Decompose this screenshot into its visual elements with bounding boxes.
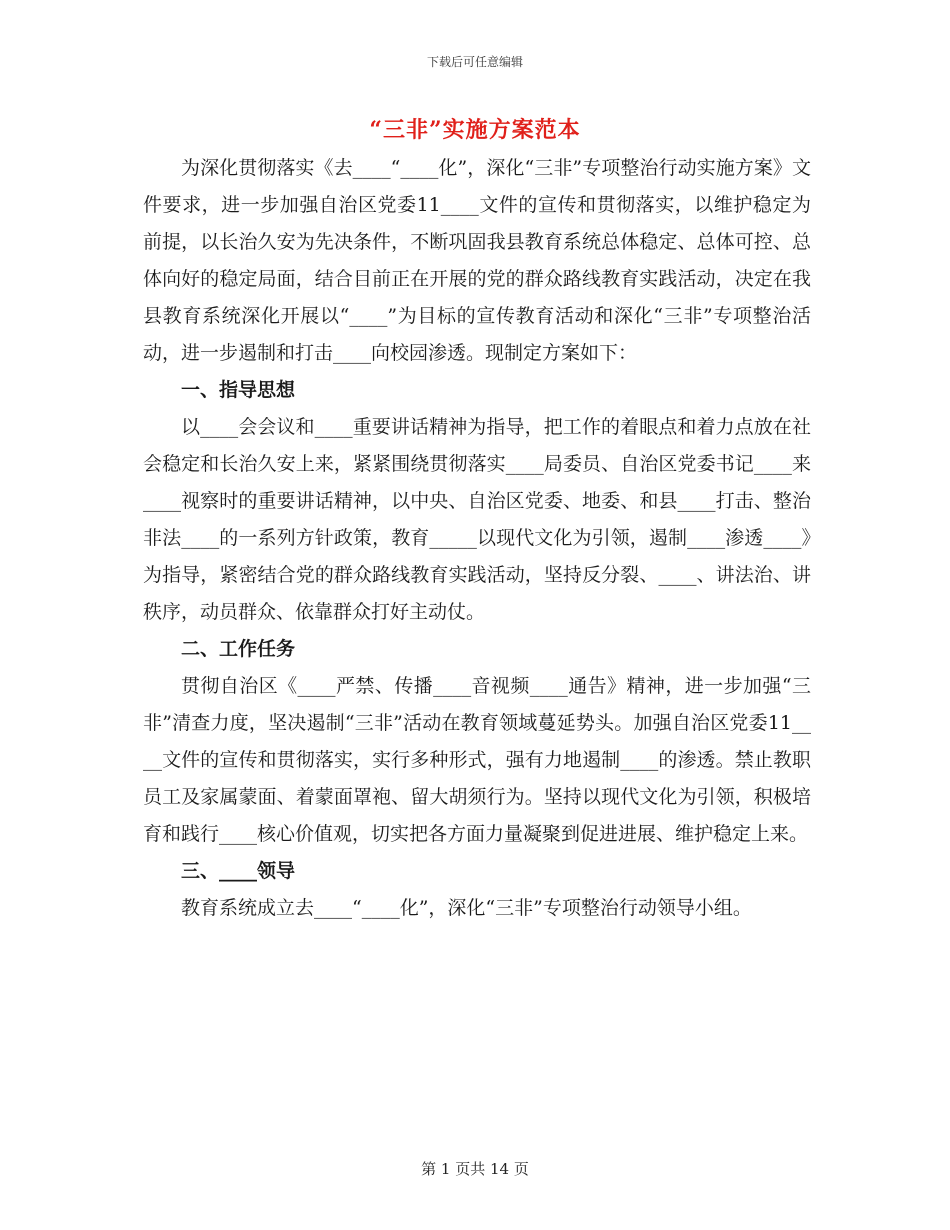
page-number-footer: 第 1 页共 14 页 <box>421 1160 529 1178</box>
document-body <box>143 150 811 927</box>
section-heading-leadership: 三、____领导 <box>181 860 296 882</box>
intro-paragraph: 为深化贯彻落实《去____“____化”，深化“三非”专项整治行动实施方案》文件要求，进一步加强自治区党委11____文件的宣传和贯彻落实，以维护稳定为前提，以长治久安为先决条件，不断巩固我县教育系统总体稳定、总体可控、总体向好的稳定局面，结合目前正在开展的党的群众路线教育实践活动，决定在我县教育系统深化开展以“____”为目标的宣传教育活动和深化“三非”专项整治活动，进一步遏制和打击____向校园渗透。现制定方案如下： <box>143 157 811 364</box>
section-heading-tasks: 二、工作任务 <box>181 638 296 660</box>
document-title: “三非”实施方案范本 <box>369 117 581 143</box>
guiding-thought-paragraph: 以____会会议和____重要讲话精神为指导，把工作的着眼点和着力点放在社会稳定和长治久安上来，紧紧围绕贯彻落实____局委员、自治区党委书记____来____视察时的重要讲话精神，以中央、自治区党委、地委、和县____打击、整治非法____的一系列方针政策，教育_____以现代文化为引领，遏制____渗透____》为指导，紧密结合党的群众路线教育实践活动，坚持反分裂、____、讲法治、讲秩序，动员群众、依靠群众打好主动仗。 <box>143 416 811 623</box>
leadership-paragraph: 教育系统成立去____“____化”，深化“三非”专项整治行动领导小组。 <box>181 897 752 919</box>
tasks-paragraph: 贯彻自治区《____严禁、传播____音视频____通告》精神，进一步加强“三非”清查力度，坚决遏制“三非”活动在教育领域蔓延势头。加强自治区党委11____文件的宣传和贯彻落实，实行多种形式，强有力地遏制____的渗透。禁止教职员工及家属蒙面、着蒙面罩袍、留大胡须行为。坚持以现代文化为引领，积极培育和践行____核心价值观，切实把各方面力量凝聚到促进进展、维护稳定上来。 <box>143 675 811 845</box>
section-heading-guiding-thought: 一、指导思想 <box>181 379 296 401</box>
header-note: 下载后可任意编辑 <box>426 55 523 69</box>
